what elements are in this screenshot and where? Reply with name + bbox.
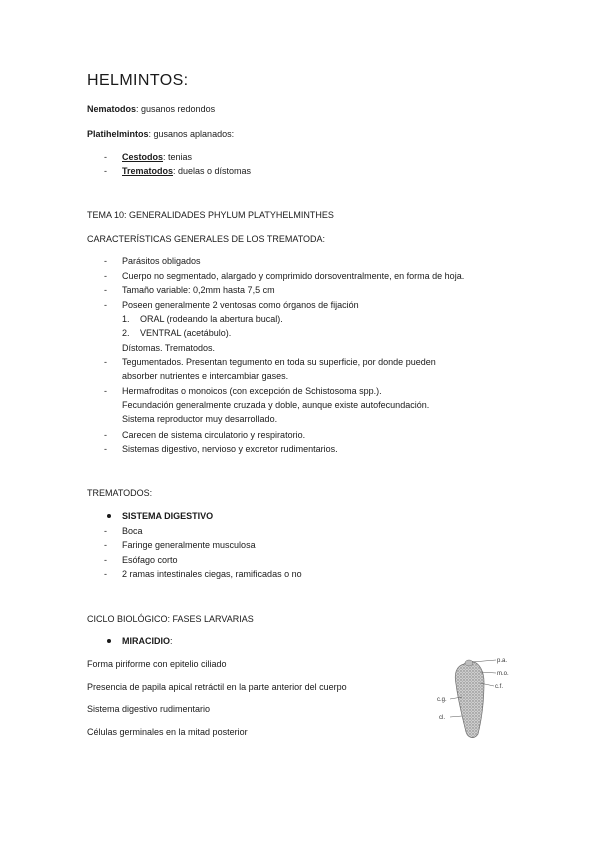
dash-marker: -	[104, 271, 107, 281]
dash-marker: -	[104, 285, 107, 295]
miracidio-suffix: :	[170, 636, 173, 646]
miracidio-body	[455, 661, 484, 737]
platelmintos-text: : gusanos aplanados:	[148, 129, 235, 139]
cestodos-label: Cestodos	[122, 152, 164, 162]
list-item: Esófago corto	[122, 555, 178, 565]
miracidio-line: Presencia de papila apical retráctil en la parte anterior del cuerpo	[87, 682, 347, 692]
list-item	[122, 151, 192, 163]
caracteristicas-heading: CARACTERÍSTICAS GENERALES DE LOS TREMATODA:	[87, 234, 326, 244]
list-item-continuation: Fecundación generalmente cruzada y doble, aunque existe autofecundación.	[122, 400, 430, 410]
distomas-line: Dístomas. Trematodos.	[122, 343, 216, 353]
list-item: Faringe generalmente musculosa	[122, 540, 256, 550]
dash-marker: -	[104, 555, 107, 565]
list-item: Poseen generalmente 2 ventosas como órganos de fijación	[122, 300, 359, 310]
bullet-dot	[107, 514, 111, 518]
trematodos-text: : duelas o dístomas	[173, 166, 252, 176]
list-item: Tegumentados. Presentan tegumento en toda su superficie, por donde pueden	[122, 357, 436, 367]
number-marker: 2.	[122, 328, 130, 338]
trematodos-label: Trematodos	[122, 166, 174, 176]
dash-marker: -	[104, 430, 107, 440]
numbered-item: VENTRAL (acetábulo).	[140, 328, 232, 338]
figure-label: m.o.	[497, 671, 509, 677]
nematodos-text: : gusanos redondos	[136, 104, 216, 114]
miracidio-line: Forma piriforme con epitelio ciliado	[87, 659, 227, 669]
bullet-dot	[107, 639, 111, 643]
dash-marker: -	[104, 152, 107, 162]
list-item: Carecen de sistema circulatorio y respiratorio.	[122, 430, 306, 440]
list-item: Boca	[122, 526, 143, 536]
list-item: Parásitos obligados	[122, 256, 201, 266]
miracidio-line: Sistema digestivo rudimentario	[87, 704, 211, 714]
dash-marker: -	[104, 526, 107, 536]
dash-marker: -	[104, 166, 107, 176]
platelmintos-label: Platihelmintos	[87, 129, 149, 139]
miracidio-bullet	[122, 635, 173, 647]
page-title: HELMINTOS:	[87, 72, 189, 89]
cestodos-text: : tenias	[163, 152, 193, 162]
dash-marker: -	[104, 386, 107, 396]
miracidio-line: Células germinales en la mitad posterior	[87, 727, 248, 737]
dash-marker: -	[104, 444, 107, 454]
list-item	[122, 165, 251, 177]
apical-papilla	[465, 660, 473, 666]
list-item: 2 ramas intestinales ciegas, ramificadas o no	[122, 569, 302, 579]
miracidio-figure	[436, 652, 516, 742]
figure-label: p.a.	[497, 658, 508, 664]
number-marker: 1.	[122, 314, 130, 324]
list-item-continuation: absorber nutrientes e intercambiar gases.	[122, 371, 289, 381]
dash-marker: -	[104, 300, 107, 310]
list-item-continuation: Sistema reproductor muy desarrollado.	[122, 414, 278, 424]
nematodos-line	[87, 103, 215, 115]
dash-marker: -	[104, 256, 107, 266]
sistema-digestivo-bullet: SISTEMA DIGESTIVO	[122, 511, 214, 521]
figure-label: c.g.	[437, 697, 447, 703]
ciclo-heading: CICLO BIOLÓGICO: FASES LARVARIAS	[87, 614, 254, 624]
figure-label: cl.	[439, 715, 445, 721]
tema-heading: TEMA 10: GENERALIDADES PHYLUM PLATYHELMINTHES	[87, 210, 334, 220]
list-item: Tamaño variable: 0,2mm hasta 7,5 cm	[122, 285, 275, 295]
platelmintos-line	[87, 128, 234, 140]
list-item: Hermafroditas o monoicos (con excepción de Schistosoma spp.).	[122, 386, 382, 396]
list-item: Cuerpo no segmentado, alargado y comprimido dorsoventralmente, en forma de hoja.	[122, 271, 465, 281]
list-item: Sistemas digestivo, nervioso y excretor rudimentarios.	[122, 444, 338, 454]
miracidio-label: MIRACIDIO	[122, 636, 170, 646]
numbered-item: ORAL (rodeando la abertura bucal).	[140, 314, 283, 324]
figure-label: c.f.	[495, 684, 504, 690]
dash-marker: -	[104, 540, 107, 550]
dash-marker: -	[104, 569, 107, 579]
dash-marker: -	[104, 357, 107, 367]
trematodos-heading: TREMATODOS:	[87, 488, 153, 498]
nematodos-label: Nematodos	[87, 104, 137, 114]
